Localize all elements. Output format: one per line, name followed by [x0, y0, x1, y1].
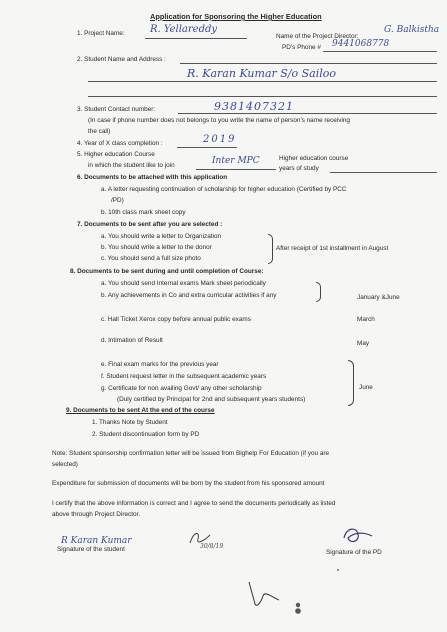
- course-years-line: [330, 172, 437, 173]
- section-7-item-a: a. You should write a letter to Organization: [101, 233, 222, 240]
- contact-note-line2: the call): [88, 128, 111, 135]
- section-9-heading: 9. Documents to be sent At the end of the course: [66, 407, 215, 414]
- section-6-item-a-line2: /PD): [111, 197, 124, 204]
- contact-number-label: 3. Student Contact number:: [77, 106, 156, 113]
- section-8-d-timing: May: [357, 340, 370, 347]
- section-8-item-g-line2: (Duly certified by Principal for 2nd and subsequent years students): [117, 396, 306, 403]
- x-class-year-value: 2019: [203, 134, 237, 145]
- contact-number-value: 9381407321: [214, 100, 294, 113]
- student-signature: R Karan Kumar: [61, 536, 132, 546]
- note-line1: Note: Student sponsorship confirmation letter will be issued from Bighelp For Education (if you are: [52, 450, 330, 457]
- certification-line2: above through Project Director.: [52, 511, 141, 518]
- pd-signature-label: Signature of the PD: [326, 549, 382, 556]
- section-8-item-c: c. Hall Ticket Xerox copy before annual public exams: [101, 316, 251, 323]
- expenditure-note: Expenditure for submission of documents will be born by the student from his sponsored amount: [52, 480, 325, 487]
- course-years-label-line2: years of study: [279, 165, 319, 172]
- date-initial-mark: [186, 529, 216, 547]
- address-line-1: [180, 63, 437, 64]
- student-signature-label: Signature of the student: [57, 546, 125, 553]
- form-title: Application for Sponsoring the Higher Education: [150, 12, 322, 21]
- section-6-item-b: b. 10th class mark sheet copy: [101, 209, 186, 216]
- address-line-3: [88, 96, 437, 97]
- pd-signature-mark: [338, 524, 378, 548]
- section-7-item-c: c. You should send a full size photo: [101, 255, 201, 262]
- section-8-item-d: d. Intimation of Result: [101, 337, 163, 344]
- section-8-efg-brace: [348, 360, 354, 406]
- section-8-ab-brace: [316, 282, 321, 302]
- signature-date: 30/8/19: [200, 543, 224, 550]
- section-8-item-a: a. You should send Internal exams Mark sheet periodically: [101, 280, 266, 287]
- section-8-c-timing: March: [357, 316, 375, 323]
- bottom-scribble-mark: [243, 578, 283, 608]
- student-name-address-label: 2. Student Name and Address :: [77, 56, 166, 63]
- section-8-item-b: b. Any achievements in Co and extra curricular activities if any: [101, 292, 277, 299]
- ink-blot-mark: [293, 601, 303, 615]
- x-class-year-label: 4. Year of X class completion :: [77, 140, 163, 147]
- note-line2: selected): [52, 461, 78, 468]
- section-8-item-f: f. Student request letter in the subsequent academic years: [101, 373, 267, 380]
- section-8-ab-timing: January &June: [357, 294, 400, 301]
- x-class-year-line: [177, 147, 237, 148]
- course-line: [196, 169, 276, 170]
- section-6-item-a: a. A letter requesting continuation of scholarship for higher education (Certified by PCC: [101, 186, 347, 193]
- course-label-line2: in which the student like to join: [88, 162, 175, 169]
- section-8-item-e: e. Final exam marks for the previous year: [101, 361, 219, 368]
- course-label: 5. Higher education Course: [77, 151, 155, 158]
- section-6-heading: 6. Documents to be attached with this application: [77, 174, 228, 181]
- pd-phone-line: [323, 51, 437, 52]
- certification-line1: I certify that the above information is correct and I agree to send the documents periodically as listed: [52, 500, 336, 507]
- section-8-heading: 8. Documents to be sent during and until completion of Course:: [70, 268, 264, 275]
- student-name-address-value: R. Karan Kumar S/o Sailoo: [187, 67, 336, 80]
- pd-phone-value: 9441068778: [332, 39, 390, 49]
- contact-note-line1: (In case if phone number does not belongs to you write the name of person's name receiving: [88, 117, 350, 124]
- small-dot-mark: [337, 569, 339, 571]
- project-name-line: [145, 38, 247, 39]
- project-name-label: 1. Project Name:: [77, 30, 125, 37]
- course-value: Inter MPC: [212, 156, 260, 166]
- course-years-label: Higher education course: [279, 155, 349, 162]
- section-9-item-1: 1. Thanks Note by Student: [92, 419, 168, 426]
- section-8-efg-timing: June: [359, 384, 373, 391]
- section-7-item-b: b. You should write a letter to the donor: [101, 244, 212, 251]
- pd-phone-label: PD's Phone #: [282, 44, 321, 51]
- section-8-item-g: g. Certificate for non availing Govt/ any other scholarship: [101, 385, 262, 392]
- project-director-value: G. Balkistha: [384, 25, 440, 35]
- project-name-value: R. Yellareddy: [150, 24, 218, 35]
- section-9-item-2: 2. Student discontinuation form by PD: [92, 431, 200, 438]
- address-line-2: [88, 81, 437, 82]
- contact-number-line: [178, 113, 437, 114]
- project-director-label: Name of the Project Director:: [276, 33, 359, 40]
- section-7-heading: 7. Documents to be sent after you are selected :: [77, 221, 223, 228]
- section-7-timing-note: After receipt of 1st installment in August: [276, 245, 389, 252]
- section-7-brace: [268, 234, 273, 264]
